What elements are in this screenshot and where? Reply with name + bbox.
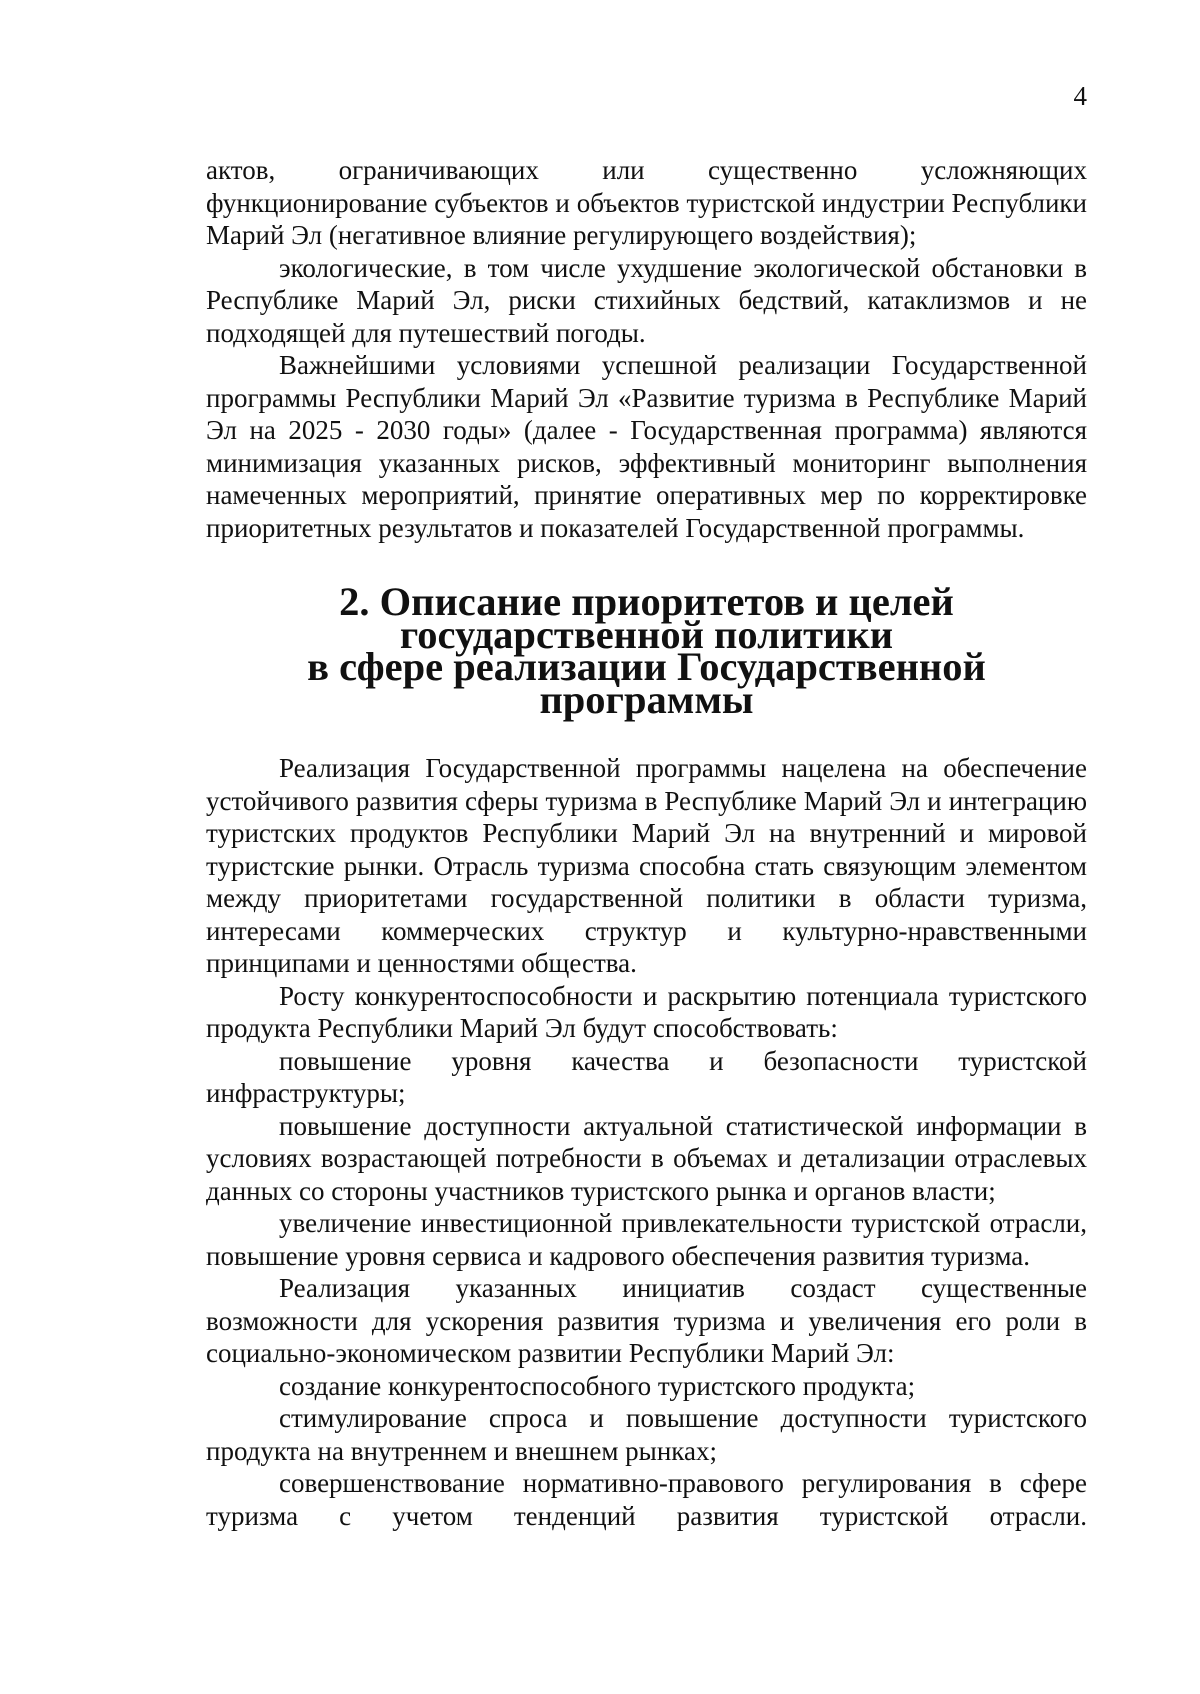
list-item-demand: стимулирование спроса и повышение доступности туристского продукта на внутреннем и внешнем рынках; bbox=[206, 1403, 1087, 1466]
list-item-product: создание конкурентоспособного туристского продукта; bbox=[279, 1370, 916, 1401]
page-number: 4 bbox=[1073, 81, 1087, 111]
paragraph-regulatory-risks: актов, ограничивающих или существенно усложняющих функционирование субъектов и объектов туристской индустрии Республики Марий Эл (негативное влияние регулирующего воздействия); bbox=[206, 155, 1087, 250]
document-body bbox=[206, 154, 1087, 1532]
paragraph-success-conditions: Важнейшими условиями успешной реализации Государственной программы Республики Марий Эл «Развитие туризма в Республике Марий Эл на 2025 - 2030 годы» (далее - Государственная программа) являются минимизация указанных рисков, эффективный мониторинг выполнения намеченных мероприятий, принятие оперативных мер по корректировке приоритетных результатов и показателей Государственной программы. bbox=[206, 350, 1087, 543]
paragraph-program-goal: Реализация Государственной программы нацелена на обеспечение устойчивого развития сферы туризма в Республике Марий Эл и интеграцию туристских продуктов Республики Марий Эл на внутренний и мировой туристские рынки. Отрасль туризма способна стать связующим элементом между приоритетами государственной политики в области туризма, интересами коммерческих структур и культурно-нравственными принципами и ценностями общества. bbox=[206, 753, 1087, 978]
paragraph-initiatives: Реализация указанных инициатив создаст существенные возможности для ускорения развития туризма и увеличения его роли в социально-экономическом развитии Республики Марий Эл: bbox=[206, 1273, 1087, 1368]
paragraph-competitiveness: Росту конкурентоспособности и раскрытию потенциала туристского продукта Республики Марий Эл будут способствовать: bbox=[206, 980, 1087, 1043]
list-item-infrastructure: повышение уровня качества и безопасности туристской инфраструктуры; bbox=[206, 1045, 1087, 1108]
list-item-regulation: совершенствование нормативно-правового регулирования в сфере туризма с учетом тенденций развития туристской отрасли. bbox=[206, 1468, 1087, 1531]
section-heading-line-2: в сфере реализации Государственной программы bbox=[307, 644, 986, 722]
section-heading bbox=[206, 579, 1087, 722]
list-item-statistics: повышение доступности актуальной статистической информации в условиях возрастающей потребности в объемах и детализации отраслевых данных со стороны участников туристского рынка и органов власти; bbox=[206, 1110, 1087, 1206]
section-heading-line-1: 2. Описание приоритетов и целей государственной политики bbox=[339, 579, 954, 657]
list-item-investment: увеличение инвестиционной привлекательности туристской отрасли, повышение уровня сервиса и кадрового обеспечения развития туризма. bbox=[206, 1208, 1087, 1271]
paragraph-ecological-risks: экологические, в том числе ухудшение экологической обстановки в Республике Марий Эл, риски стихийных бедствий, катаклизмов и не подходящей для путешествий погоды. bbox=[206, 252, 1087, 348]
